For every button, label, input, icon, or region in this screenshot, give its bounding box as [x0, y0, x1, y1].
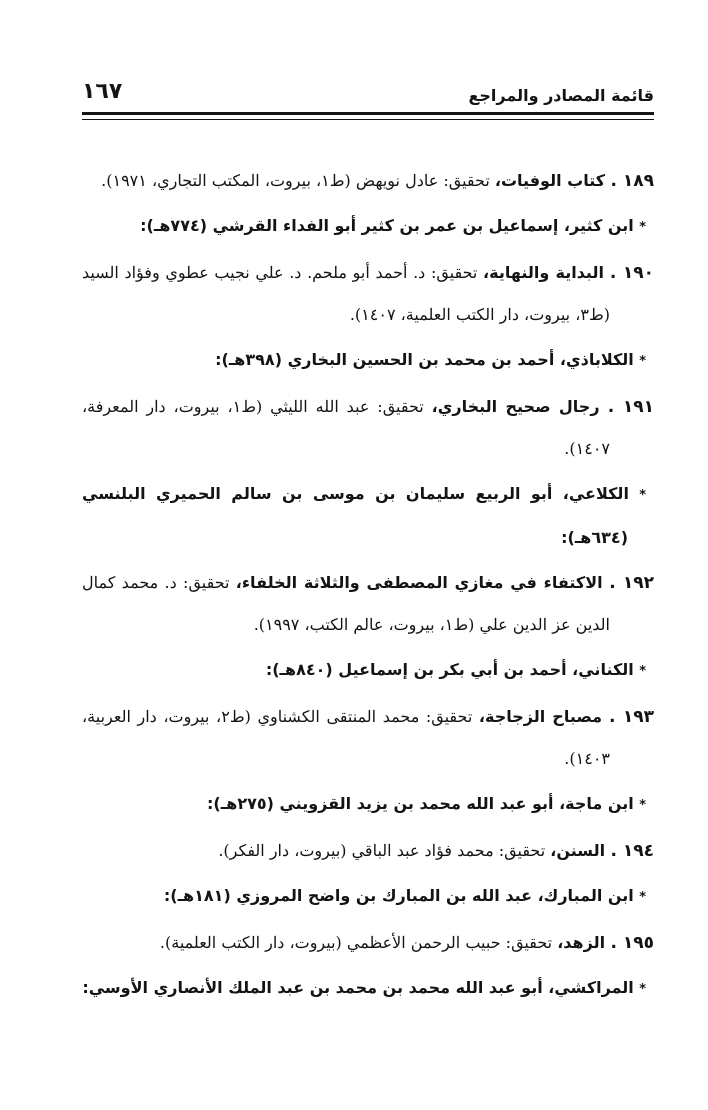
entry-title: الاكتفاء في مغازي المصطفى والثلاثة الخلفاء، — [235, 573, 603, 592]
bibliography-entry — [82, 252, 654, 336]
bullet-marker: * — [639, 488, 646, 503]
header-rule-thin — [82, 119, 654, 120]
bullet-marker: * — [639, 798, 646, 813]
entry-details: تحقيق: عادل نويهض (ط١، بيروت، المكتب التجاري، ١٩٧١). — [101, 171, 495, 190]
author-heading — [82, 875, 654, 919]
running-title: قائمة المصادر والمراجع — [468, 86, 654, 105]
bibliography-entry — [82, 386, 654, 470]
author-name: ابن كثير، إسماعيل بن عمر بن كثير أبو الفداء القرشي (٧٧٤هـ): — [140, 216, 634, 235]
bibliography-list — [82, 160, 654, 1014]
author-name: الكلاباذي، أحمد بن محمد بن الحسين البخاري (٣٩٨هـ): — [215, 350, 634, 369]
author-name: الكناني، أحمد بن أبي بكر بن إسماعيل (٨٤٠هـ): — [265, 660, 634, 679]
entry-details: تحقيق: محمد فؤاد عبد الباقي (بيروت، دار الفكر). — [218, 841, 551, 860]
bibliography-entry — [82, 160, 654, 202]
bullet-marker: * — [639, 982, 646, 997]
bullet-marker: * — [639, 890, 646, 905]
author-heading — [82, 205, 654, 249]
author-heading — [82, 473, 654, 559]
entry-title: البداية والنهاية، — [483, 263, 604, 282]
bibliography-entry — [82, 696, 654, 780]
entry-number: ١٨٩ . — [610, 171, 654, 191]
author-name: الكلاعي، أبو الربيع سليمان بن موسى بن سالم الحميري البلنسي (٦٣٤هـ): — [82, 484, 629, 547]
bibliography-entry — [82, 562, 654, 646]
author-name: المراكشي، أبو عبد الله محمد بن محمد بن عبد الملك الأنصاري الأوسي: — [82, 978, 634, 997]
bibliography-entry — [82, 830, 654, 872]
entry-number: ١٩٥ . — [610, 933, 654, 953]
entry-title: رجال صحيح البخاري، — [431, 397, 600, 416]
entry-title: الزهد، — [557, 933, 606, 952]
entry-details: تحقيق: د. محمد كمال الدين عز الدين علي (ط١، بيروت، عالم الكتب، ١٩٩٧). — [82, 573, 610, 634]
bibliography-entry — [82, 922, 654, 964]
entry-details: تحقيق: محمد المنتقى الكشناوي (ط٢، بيروت، دار العربية، ١٤٠٣). — [82, 707, 610, 768]
entry-number: ١٩٣ . — [608, 707, 655, 727]
author-heading — [82, 967, 654, 1011]
author-heading — [82, 649, 654, 693]
entry-details: تحقيق: عبد الله الليثي (ط١، بيروت، دار المعرفة، ١٤٠٧). — [82, 397, 610, 458]
author-name: ابن ماجة، أبو عبد الله محمد بن يزيد القزويني (٢٧٥هـ): — [207, 794, 634, 813]
running-header — [82, 78, 654, 112]
entry-title: كتاب الوفيات، — [494, 171, 606, 190]
author-name: ابن المبارك، عبد الله بن المبارك بن واضح المروزي (١٨١هـ): — [163, 886, 634, 905]
entry-title: مصباح الزجاجة، — [478, 707, 603, 726]
entry-details: تحقيق: حبيب الرحمن الأعظمي (بيروت، دار الكتب العلمية). — [159, 933, 558, 952]
entry-number: ١٩٤ . — [610, 841, 654, 861]
bullet-marker: * — [639, 220, 646, 235]
entry-title: السنن، — [550, 841, 606, 860]
author-heading — [82, 783, 654, 827]
bullet-marker: * — [639, 664, 646, 679]
entry-number: ١٩١ . — [607, 397, 655, 417]
entry-number: ١٩٠ . — [609, 263, 654, 283]
header-rule-thick — [82, 112, 654, 115]
entry-number: ١٩٢ . — [609, 573, 655, 593]
author-heading — [82, 339, 654, 383]
entry-details: تحقيق: د. أحمد أبو ملحم. د. علي نجيب عطوي وفؤاد السيد (ط٣، بيروت، دار الكتب العلمية، ١٤٠٧). — [82, 263, 610, 324]
page-number: ١٦٧ — [82, 79, 123, 104]
bullet-marker: * — [639, 354, 646, 369]
